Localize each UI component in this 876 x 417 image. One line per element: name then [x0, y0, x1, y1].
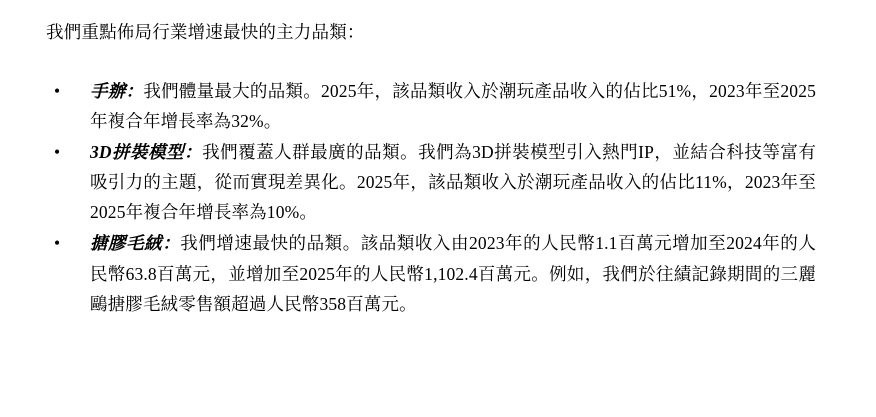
product-category-list — [46, 76, 816, 319]
category-separator: ： — [184, 142, 203, 163]
category-term: 3D拼裝模型 — [90, 142, 185, 163]
category-description: 我們體量最大的品類。2025年，該品類收入於潮玩產品收入的佔比51%，2023年至2025年複合年增長率為32%。 — [90, 81, 817, 132]
list-item — [46, 76, 816, 136]
bullet-marker-icon: • — [54, 233, 61, 254]
category-description: 我們增速最快的品類。該品類收入由2023年的人民幣1.1百萬元增加至2024年的人民幣63.8百萬元，並增加至2025年的人民幣1,102.4百萬元。例如，我們於往績記錄期間的三麗鷗搪膠毛絨零售額超過人民幣358百萬元。 — [90, 233, 817, 314]
category-description: 我們覆蓋人群最廣的品類。我們為3D拼裝模型引入熱門IP，並結合科技等富有吸引力的主題，從而實現差異化。2025年，該品類收入於潮玩產品收入的佔比11%，2023年至2025年複合年增長率為10%。 — [90, 142, 816, 223]
list-item — [46, 228, 816, 318]
intro-paragraph: 我們重點佈局行業增速最快的主力品類： — [46, 22, 365, 42]
category-separator: ： — [125, 81, 144, 101]
category-term: 手辦 — [90, 81, 126, 101]
list-item — [46, 137, 816, 227]
category-separator: ： — [162, 233, 181, 254]
bullet-marker-icon: • — [54, 81, 61, 101]
bullet-marker-icon: • — [54, 142, 61, 163]
category-term: 搪膠毛絨 — [90, 233, 163, 254]
